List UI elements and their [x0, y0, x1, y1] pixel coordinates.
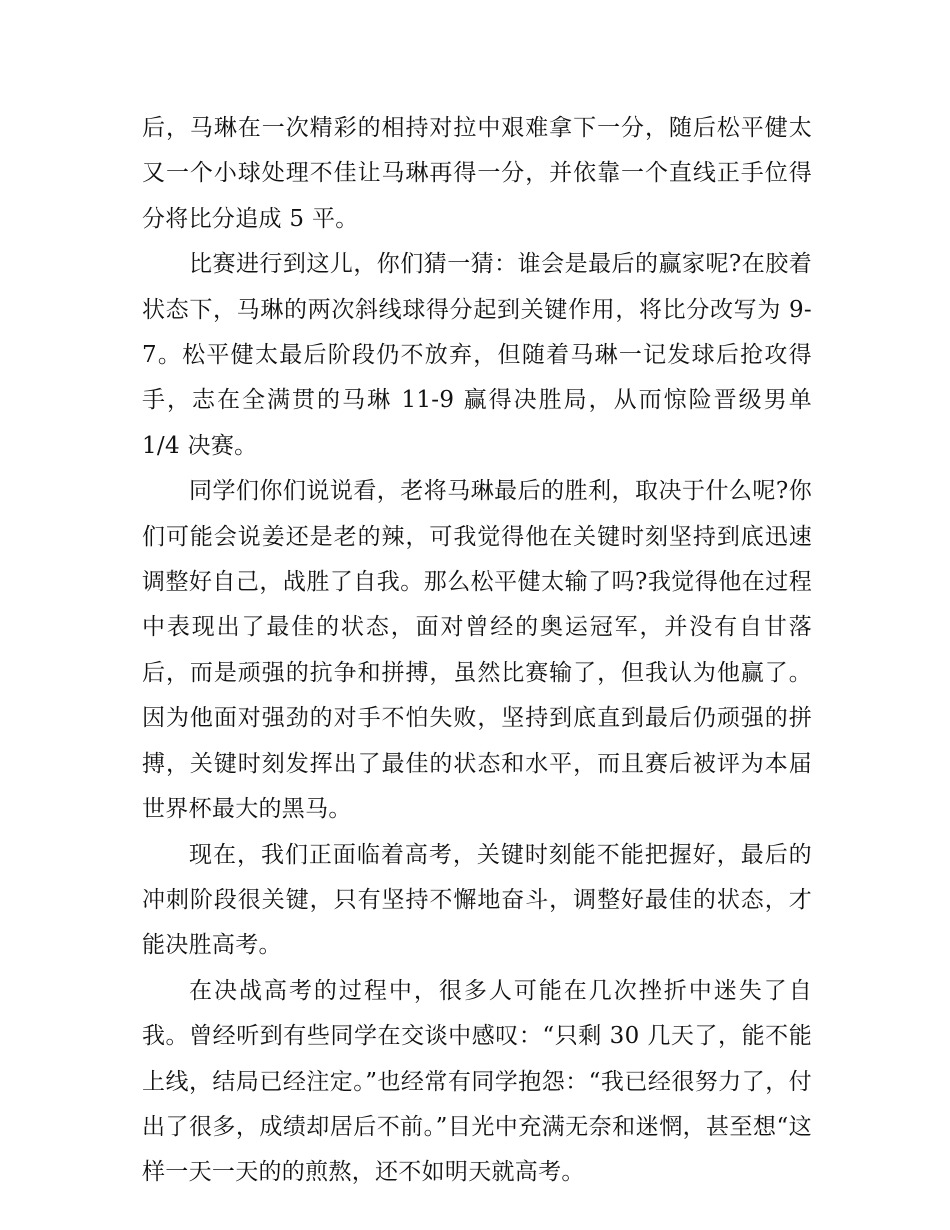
- paragraph: 同学们你们说说看，老将马琳最后的胜利，取决于什么呢?你们可能会说姜还是老的辣，可我觉得他在关键时刻坚持到底迅速调整好自己，战胜了自我。那么松平健太输了吗?我觉得他在过程中表现出了最佳的状态，面对曾经的奥运冠军，并没有自甘落后，而是顽强的抗争和拼搏，虽然比赛输了，但我认为他赢了。因为他面对强劲的对手不怕失败，坚持到底直到最后仍顽强的拼搏，关键时刻发挥出了最佳的状态和水平，而且赛后被评为本届世界杯最大的黑马。: [142, 478, 812, 823]
- paragraph-continuation: 后，马琳在一次精彩的相持对拉中艰难拿下一分，随后松平健太又一个小球处理不佳让马琳再得一分，并依靠一个直线正手位得分将比分追成 5 平。: [142, 115, 812, 232]
- document-body: [142, 106, 812, 1196]
- paragraph: 现在，我们正面临着高考，关键时刻能不能把握好，最后的冲刺阶段很关键，只有坚持不懈地奋斗，调整好最佳的状态，才能决胜高考。: [142, 841, 812, 959]
- paragraph: 比赛进行到这儿，你们猜一猜：谁会是最后的赢家呢?在胶着状态下，马琳的两次斜线球得分起到关键作用，将比分改写为 9-7。松平健太最后阶段仍不放弃，但随着马琳一记发球后抢攻得手，志在全满贯的马琳 11-9 赢得决胜局，从而惊险晋级男单 1/4 决赛。: [142, 251, 812, 459]
- paragraph: 在决战高考的过程中，很多人可能在几次挫折中迷失了自我。曾经听到有些同学在交谈中感叹：“只剩 30 几天了，能不能上线，结局已经注定。”也经常有同学抱怨：“我已经很努力了，付出了很多，成绩却居后不前。”目光中充满无奈和迷惘，甚至想“这样一天一天的的煎熬，还不如明天就高考。: [142, 977, 812, 1186]
